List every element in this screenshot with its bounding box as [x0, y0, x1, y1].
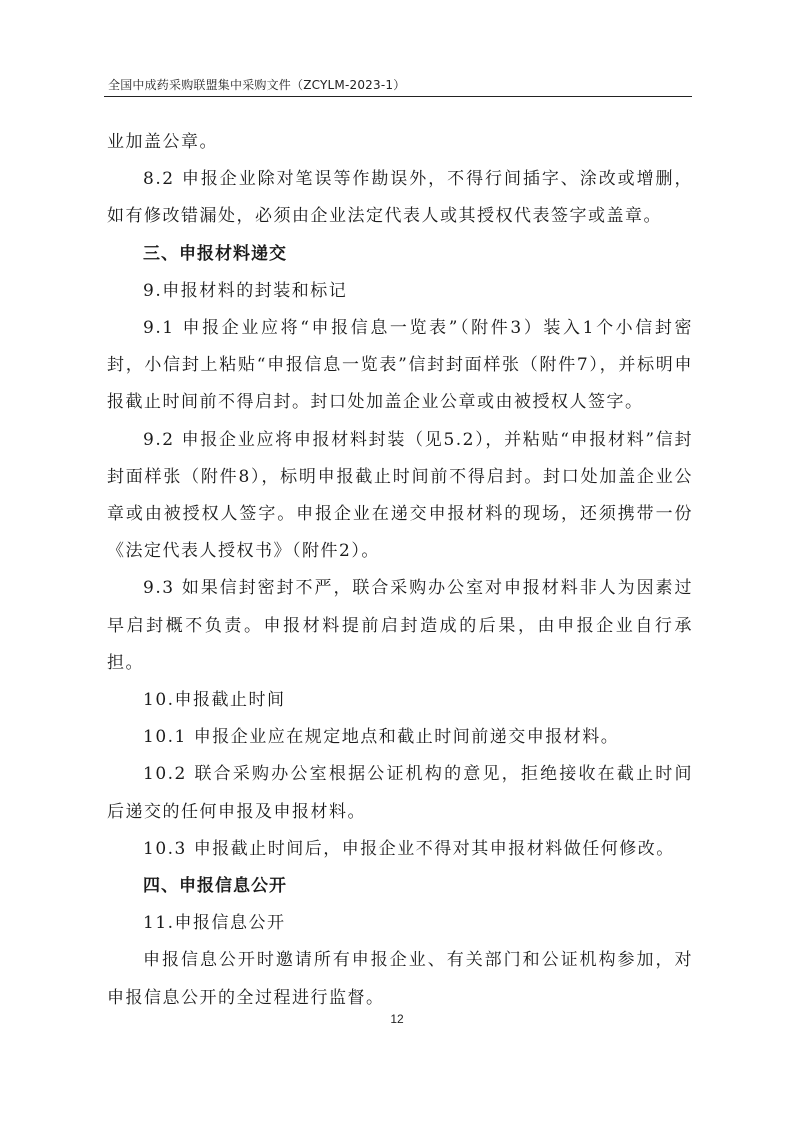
paragraph-continuation: 业加盖公章。 — [107, 132, 218, 152]
clause-11-title: 11.申报信息公开 — [143, 913, 286, 934]
clause-11-body: 申报信息公开时邀请所有申报企业、有关部门和公证机构参加，对申报信息公开的全过程进行监督。 — [107, 950, 693, 1008]
clause-8-2: 8.2 申报企业除对笔误等作勘误外，不得行间插字、涂改或增删，如有修改错漏处，必须由企业法定代表人或其授权代表签字或盖章。 — [107, 169, 693, 227]
document-header: 全国中成药采购联盟集中采购文件（ZCYLM-2023-1） — [108, 78, 406, 92]
clause-10-2: 10.2 联合采购办公室根据公证机构的意见，拒绝接收在截止时间后递交的任何申报及申报材料。 — [107, 764, 693, 822]
page-number: 12 — [390, 1012, 404, 1026]
section-heading-3: 三、申报材料递交 — [143, 243, 287, 264]
clause-10-title: 10.申报截止时间 — [143, 690, 286, 711]
header-divider — [104, 96, 692, 97]
section-heading-4: 四、申报信息公开 — [143, 876, 287, 897]
clause-9-2: 9.2 申报企业应将申报材料封装（见5.2），并粘贴“申报材料”信封封面样张（附件8），标明申报截止时间前不得启封。封口处加盖企业公章或由被授权人签字。申报企业在递交申报材料的现场，还须携带一份《法定代表人授权书》（附件2）。 — [107, 429, 693, 562]
clause-10-1: 10.1 申报企业应在规定地点和截止时间前递交申报材料。 — [143, 727, 620, 748]
clause-9-title: 9.申报材料的封装和标记 — [143, 280, 348, 301]
clause-10-3: 10.3 申报截止时间后，申报企业不得对其申报材料做任何修改。 — [143, 838, 675, 859]
document-body — [107, 124, 693, 1017]
clause-9-3: 9.3 如果信封密封不严，联合采购办公室对申报材料非人为因素过早启封概不负责。申报材料提前启封造成的后果，由申报企业自行承担。 — [107, 578, 693, 673]
clause-9-1: 9.1 申报企业应将“申报信息一览表”（附件3）装入1个小信封密封，小信封上粘贴“申报信息一览表”信封封面样张（附件7），并标明申报截止时间前不得启封。封口处加盖企业公章或由被授权人签字。 — [107, 318, 693, 413]
